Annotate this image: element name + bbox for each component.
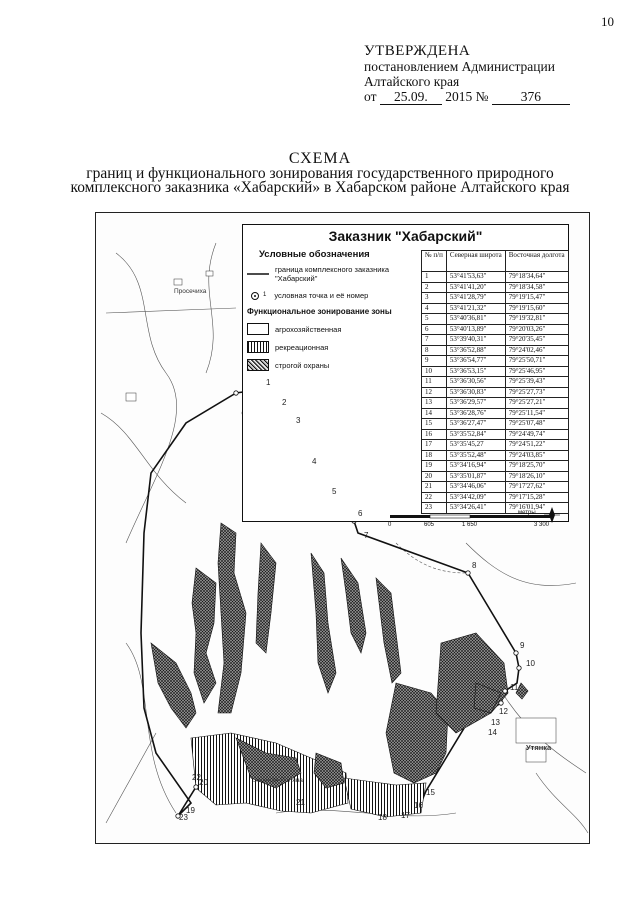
coordinates-row: [422, 429, 569, 440]
cell-longitude: 79°24'49,74": [505, 429, 568, 440]
coordinates-row: [422, 492, 569, 503]
boundary-point-label: 13: [491, 718, 500, 727]
cell-latitude: 53°34'46,06": [446, 482, 505, 493]
strict-zone-swatch: [247, 359, 269, 371]
legend-title: Заказник "Хабарский": [328, 228, 483, 244]
scheme-heading: СХЕМА: [288, 150, 352, 167]
cell-number: 20: [422, 471, 447, 482]
scale-tick-1: 605: [424, 522, 435, 528]
scale-tick-3: 3 300: [534, 522, 550, 528]
cell-latitude: 53°34'26,41": [446, 503, 505, 514]
coordinates-row: [422, 461, 569, 472]
cell-number: 15: [422, 419, 447, 430]
cell-number: 12: [422, 387, 447, 398]
boundary-point-label: 5: [332, 487, 337, 496]
point-symbol-number: 1: [263, 292, 267, 298]
zoning-heading: Функциональное зонирование зоны: [247, 307, 392, 316]
boundary-point-label: 7: [364, 531, 369, 540]
boundary-point-label: 20: [199, 778, 208, 787]
scheme-subtitle-2: комплексного заказника «Хабарский» в Хабарском районе Алтайского края: [70, 179, 570, 196]
cell-longitude: 79°19'32,81": [505, 314, 568, 325]
boundary-point-label: 15: [426, 788, 435, 797]
cell-latitude: 53°40'13,89": [446, 324, 505, 335]
boundary-point-label: 18: [378, 813, 387, 822]
coordinates-body: [422, 272, 569, 514]
cell-longitude: 79°19'15,47": [505, 293, 568, 304]
cell-longitude: 79°25'39,43": [505, 377, 568, 388]
cell-longitude: 79°17'15,28": [505, 492, 568, 503]
coordinates-table: [421, 250, 569, 514]
cell-latitude: 53°34'16,94": [446, 461, 505, 472]
cell-longitude: 79°18'34,64": [505, 272, 568, 283]
coordinates-row: [422, 293, 569, 304]
cell-latitude: 53°35'01,87": [446, 471, 505, 482]
label-utyanka: Утянка: [526, 743, 552, 752]
cell-latitude: 53°36'30,83": [446, 387, 505, 398]
legend-zone-recreational-label: рекреационная: [275, 342, 329, 352]
legend-panel: [247, 247, 417, 377]
scheme-title: [0, 152, 640, 195]
cell-number: 10: [422, 366, 447, 377]
coordinates-row: [422, 314, 569, 325]
page-number: 10: [601, 14, 614, 29]
cell-longitude: 79°25'11,54": [505, 408, 568, 419]
agro-zone-swatch: [247, 323, 269, 335]
cell-longitude: 79°25'46,95": [505, 366, 568, 377]
coordinates-row: [422, 324, 569, 335]
coordinates-row: [422, 272, 569, 283]
scale-bar: [388, 510, 558, 530]
boundary-point-label: 9: [520, 641, 525, 650]
coordinates-row: [422, 335, 569, 346]
coordinates-header-row: [422, 251, 569, 272]
legend-boundary-label: граница комплексного заказника "Хабарский": [275, 265, 390, 283]
cell-longitude: 79°25'27,73": [505, 387, 568, 398]
cell-longitude: 79°20'35,45": [505, 335, 568, 346]
scale-unit: метры: [518, 510, 536, 516]
coordinates-row: [422, 408, 569, 419]
cell-longitude: 79°17'27,62": [505, 482, 568, 493]
scheme-subtitle-1: границ и функционального зонирования государственного природного: [86, 165, 554, 182]
boundary-point-label: 11: [510, 683, 519, 692]
cell-number: 9: [422, 356, 447, 367]
cell-latitude: 53°36'29,57": [446, 398, 505, 409]
legend-row-zone-strict: [247, 359, 417, 371]
boundary-line-icon: [247, 268, 269, 280]
boundary-point-label: 17: [401, 811, 410, 820]
coordinates-row: [422, 482, 569, 493]
cell-number: 22: [422, 492, 447, 503]
approval-date: 25.09.: [380, 89, 442, 105]
cell-longitude: 79°18'26,10": [505, 471, 568, 482]
cell-latitude: 53°34'42,09": [446, 492, 505, 503]
cell-number: 2: [422, 282, 447, 293]
coordinates-row: [422, 387, 569, 398]
coordinates-row: [422, 419, 569, 430]
cell-longitude: 79°20'03,26": [505, 324, 568, 335]
coordinates-row: [422, 345, 569, 356]
map-frame: [95, 212, 590, 844]
approval-year: 2015 №: [445, 89, 489, 104]
approval-stamp: [364, 44, 604, 105]
cell-latitude: 53°36'54,77": [446, 356, 505, 367]
cell-latitude: 53°36'27,47": [446, 419, 505, 430]
cell-longitude: 79°24'51,22": [505, 440, 568, 451]
boundary-point-label: 19: [186, 806, 195, 815]
coordinates-row: [422, 471, 569, 482]
boundary-point-label: 4: [312, 457, 317, 466]
col-header-number: № п/п: [422, 251, 447, 272]
cell-longitude: 79°24'03,85": [505, 450, 568, 461]
cell-longitude: 79°25'27,21": [505, 398, 568, 409]
cell-number: 21: [422, 482, 447, 493]
cell-number: 19: [422, 461, 447, 472]
boundary-point-label: 8: [472, 561, 477, 570]
cell-number: 3: [422, 293, 447, 304]
cell-number: 7: [422, 335, 447, 346]
cell-longitude: 79°19'15,60": [505, 303, 568, 314]
cell-number: 4: [422, 303, 447, 314]
coordinates-row: [422, 282, 569, 293]
label-prosechikha: Просечиха: [174, 288, 207, 295]
legend-row-point: [247, 289, 417, 301]
approval-number: 376: [492, 89, 570, 105]
cell-latitude: 53°41'21,32": [446, 303, 505, 314]
boundary-point-label: 21: [296, 798, 305, 807]
legend-row-boundary: [247, 265, 417, 283]
boundary-point-label: 6: [358, 509, 363, 518]
approval-date-line: [364, 89, 604, 105]
legend-row-zone-agro: [247, 323, 417, 335]
legend-heading: Условные обозначения: [259, 249, 370, 260]
cell-number: 5: [422, 314, 447, 325]
cell-latitude: 53°41'28,79": [446, 293, 505, 304]
approval-title: УТВЕРЖДЕНА: [364, 43, 471, 59]
cell-number: 11: [422, 377, 447, 388]
col-header-latitude: Северная широта: [446, 251, 505, 272]
label-zelenaya-polyana: Зеленая Поляна: [253, 777, 303, 784]
boundary-point-label: 3: [296, 416, 301, 425]
legend-zone-agro-label: агрохозяйственная: [275, 324, 342, 334]
boundary-point-label: 1: [266, 378, 271, 387]
col-header-longitude: Восточная долгота: [505, 251, 568, 272]
cell-longitude: 79°18'25,70": [505, 461, 568, 472]
approval-line-2: Алтайского края: [364, 74, 460, 89]
cell-latitude: 53°35'52,84": [446, 429, 505, 440]
approval-line-1: постановлением Администрации: [364, 59, 555, 74]
cell-latitude: 53°40'36,81": [446, 314, 505, 325]
coordinates-row: [422, 356, 569, 367]
boundary-point-label: 2: [282, 398, 287, 407]
legend-point-label: условная точка и её номер: [274, 290, 369, 300]
coordinates-row: [422, 366, 569, 377]
boundary-point-label: 14: [488, 728, 497, 737]
coordinates-row: [422, 450, 569, 461]
coordinates-row: [422, 398, 569, 409]
cell-number: 14: [422, 408, 447, 419]
cell-longitude: 79°16'01,94": [505, 503, 568, 514]
cell-latitude: 53°36'52,88": [446, 345, 505, 356]
recreational-zone-swatch: [247, 341, 269, 353]
scale-tick-2: 1 650: [462, 522, 478, 528]
coordinates-row: [422, 303, 569, 314]
approval-prefix: от: [364, 89, 377, 104]
legend-zone-strict-label: строгой охраны: [275, 360, 330, 370]
cell-latitude: 53°39'40,31": [446, 335, 505, 346]
cell-latitude: 53°36'53,15": [446, 366, 505, 377]
boundary-point-label: 12: [499, 707, 508, 716]
boundary-point-label: 23: [179, 813, 188, 822]
north-arrow: [543, 506, 561, 524]
boundary-point-label: 16: [414, 801, 423, 810]
legend-box: [242, 224, 569, 528]
cell-longitude: 79°25'07,48": [505, 419, 568, 430]
cell-latitude: 53°35'52,48": [446, 450, 505, 461]
cell-number: 6: [422, 324, 447, 335]
coordinates-row: [422, 440, 569, 451]
cell-latitude: 53°41'53,63": [446, 272, 505, 283]
cell-latitude: 53°35'45,27: [446, 440, 505, 451]
cell-latitude: 53°41'41,20": [446, 282, 505, 293]
boundary-point-label: 10: [526, 659, 535, 668]
cell-number: 13: [422, 398, 447, 409]
cell-number: 23: [422, 503, 447, 514]
cell-number: 18: [422, 450, 447, 461]
legend-row-zone-recreational: [247, 341, 417, 353]
cell-number: 17: [422, 440, 447, 451]
scale-tick-0: 0: [388, 522, 392, 528]
cell-longitude: 79°24'02,46": [505, 345, 568, 356]
cell-latitude: 53°36'28,76": [446, 408, 505, 419]
cell-number: 16: [422, 429, 447, 440]
boundary-point-label: 22: [192, 773, 201, 782]
cell-number: 8: [422, 345, 447, 356]
cell-longitude: 79°25'50,71": [505, 356, 568, 367]
coordinates-row: [422, 377, 569, 388]
north-arrow-icon: [543, 506, 561, 524]
cell-latitude: 53°36'30,56": [446, 377, 505, 388]
cell-longitude: 79°18'34,58": [505, 282, 568, 293]
cell-number: 1: [422, 272, 447, 283]
